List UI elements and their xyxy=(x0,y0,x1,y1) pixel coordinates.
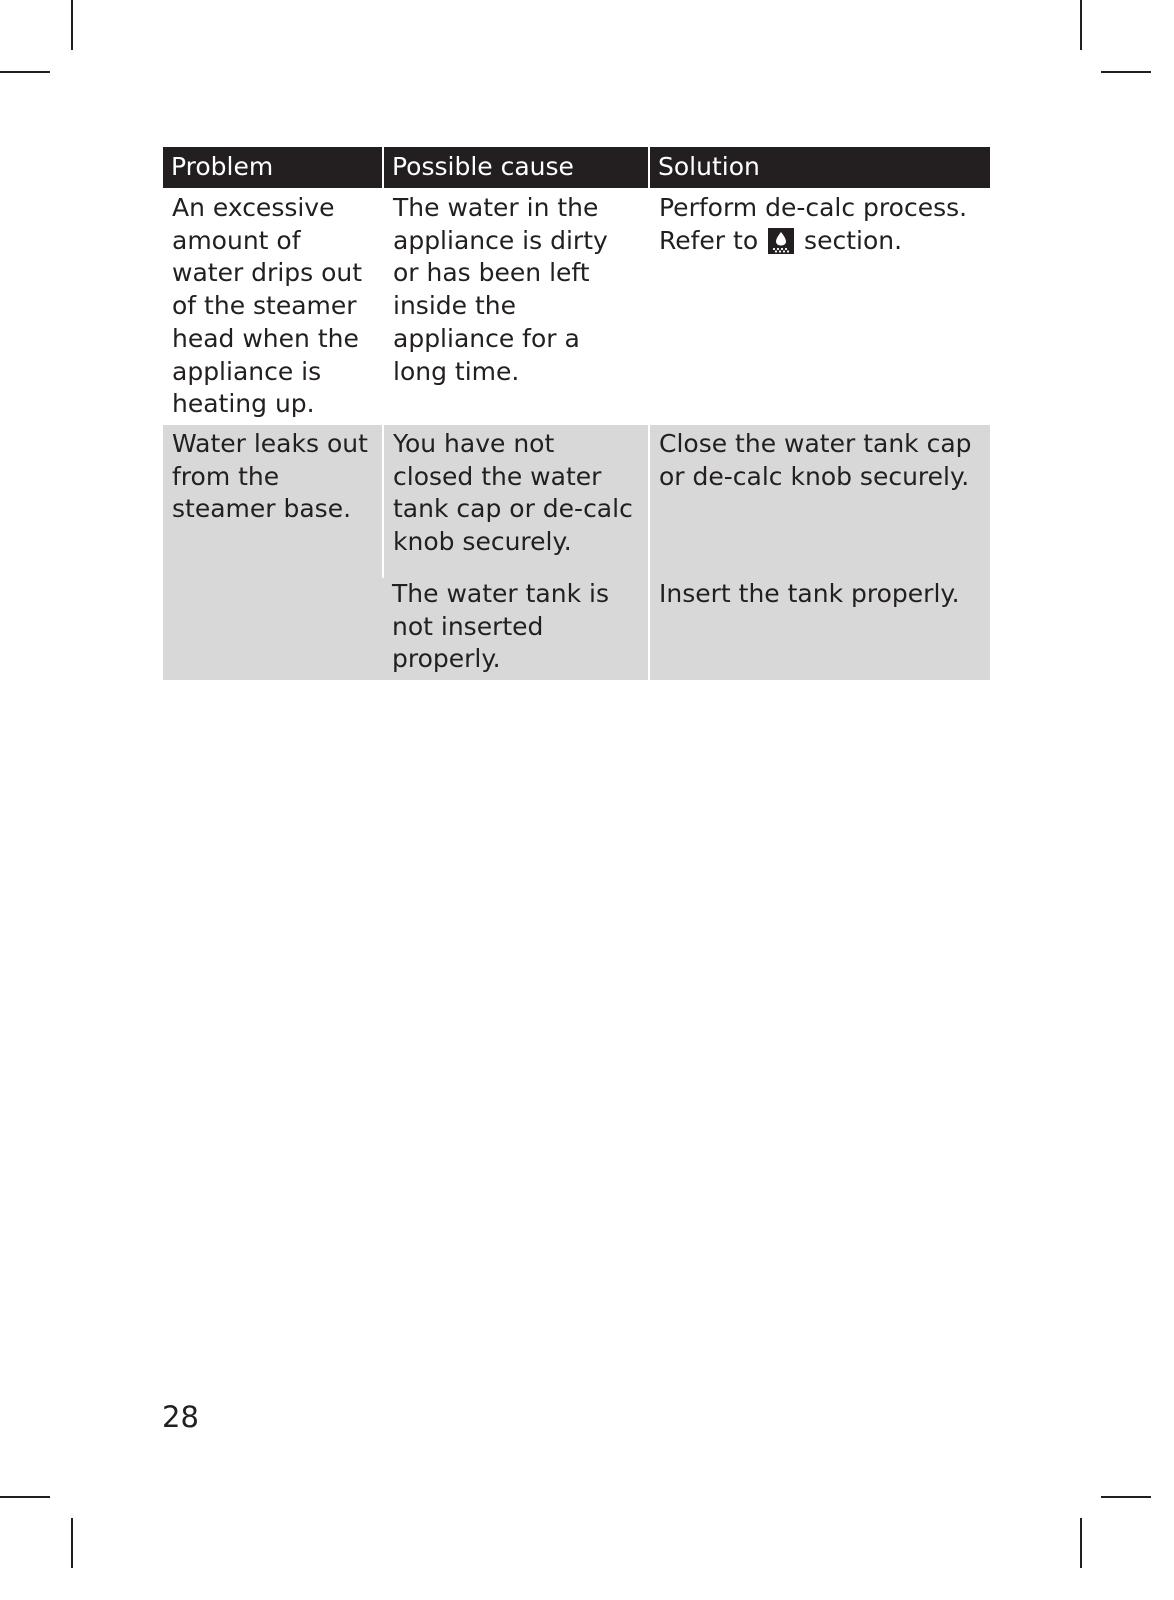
table-row xyxy=(163,188,990,425)
cell-solution xyxy=(649,578,990,680)
cell-problem xyxy=(163,425,383,680)
crop-mark-bottom-left-horizontal xyxy=(0,1496,50,1498)
page-number: 28 xyxy=(162,1400,199,1434)
cell-solution xyxy=(649,425,990,578)
troubleshooting-table xyxy=(163,147,990,680)
crop-mark-top-right-vertical xyxy=(1080,0,1082,50)
cell-problem xyxy=(163,188,383,425)
cause-text: You have not closed the water tank cap or de-calc knob securely. xyxy=(393,429,633,557)
table-header-row xyxy=(163,147,990,188)
solution-text: Close the water tank cap or de-calc knob securely. xyxy=(659,429,972,491)
crop-mark-top-left-vertical xyxy=(71,0,73,50)
solution-text-end: section. xyxy=(804,225,903,255)
cell-possible-cause xyxy=(383,188,649,425)
header-problem: Problem xyxy=(163,147,383,188)
solution-text: Perform de-calc process. Refer to xyxy=(659,193,968,255)
cause-text: The water tank is not inserted properly. xyxy=(392,579,609,674)
crop-mark-bottom-right-horizontal xyxy=(1101,1496,1151,1498)
crop-mark-bottom-left-vertical xyxy=(71,1518,73,1568)
problem-text: An excessive amount of water drips out of the steamer head when the appliance is heating up. xyxy=(172,193,363,419)
cell-solution xyxy=(649,188,990,425)
crop-mark-bottom-right-vertical xyxy=(1080,1518,1082,1568)
cell-possible-cause xyxy=(383,425,649,578)
problem-text: Water leaks out from the steamer base. xyxy=(172,429,368,524)
table-row xyxy=(163,425,990,578)
cell-possible-cause xyxy=(383,578,649,680)
solution-text: Insert the tank properly. xyxy=(659,579,960,608)
decalc-icon xyxy=(768,228,794,254)
header-possible-cause: Possible cause xyxy=(383,147,649,188)
header-solution: Solution xyxy=(649,147,990,188)
cause-text: The water in the appliance is dirty or has been left inside the appliance for a long time. xyxy=(393,193,608,386)
crop-mark-top-left-horizontal xyxy=(0,71,50,73)
crop-mark-top-right-horizontal xyxy=(1101,71,1151,73)
